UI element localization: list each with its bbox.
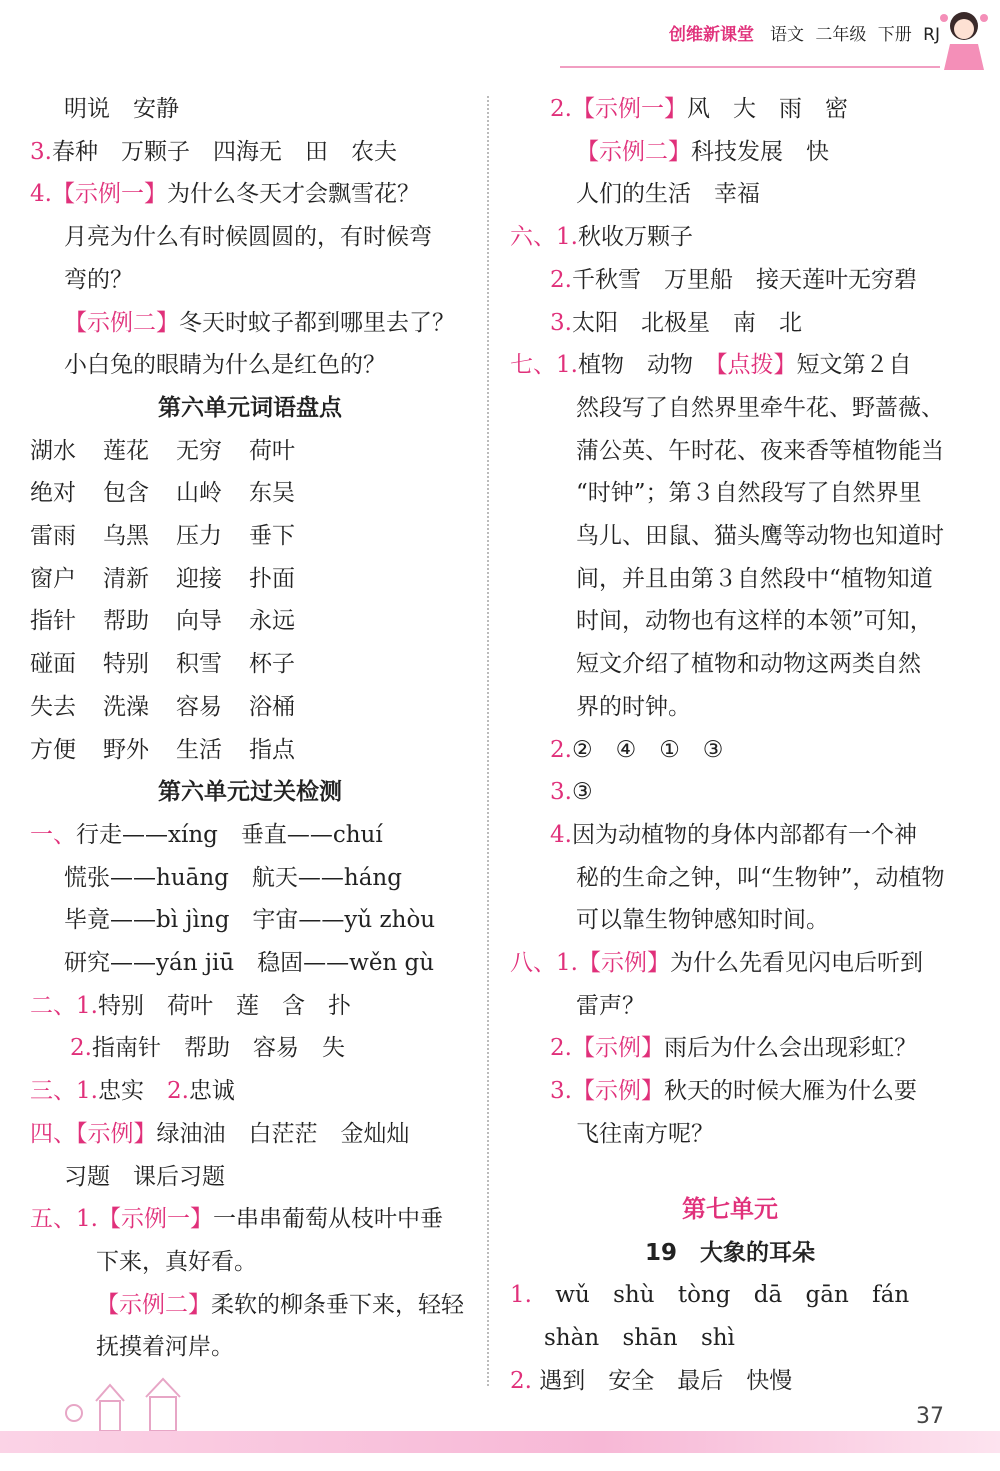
answer-text: 时间，动物也有这样的本领”可知，	[576, 608, 933, 635]
answer-text: 间，并且由第３自然段中“植物知道	[576, 565, 933, 592]
pinyin: shù	[613, 1282, 655, 1309]
brand-name: 创维新课堂	[668, 25, 754, 45]
question-number: 3.	[550, 309, 572, 336]
vocab-word: 杯子	[249, 651, 295, 678]
answer-text: 风 大 雨 密	[686, 96, 848, 122]
pinyin: tòng	[677, 1282, 731, 1309]
answer-text: 冬天时蚊子都到哪里去了？	[179, 309, 455, 336]
answer-line	[30, 1284, 470, 1327]
answer-line	[510, 302, 950, 345]
test-title: 第六单元过关检测	[158, 779, 342, 806]
answer-text: ③	[571, 779, 593, 806]
answer-line	[510, 857, 950, 900]
question-number: 二、1.	[30, 992, 98, 1019]
answer-text: 忠实	[97, 1078, 167, 1105]
answer-line	[30, 1027, 470, 1070]
pinyin: shì	[700, 1324, 735, 1351]
column-divider	[487, 96, 489, 1386]
question-number: 2.	[550, 96, 572, 122]
question-number: 4.	[30, 181, 52, 208]
footer-bar	[0, 1431, 1000, 1453]
answer-text: 秋天的时候大雁为什么要	[663, 1078, 917, 1105]
cartoon-girl-icon	[932, 4, 996, 74]
answer-text: 明说 安静	[64, 96, 179, 122]
answer-line	[30, 88, 470, 131]
answer-text: 人们的生活 幸福	[576, 181, 760, 208]
left-column	[30, 88, 470, 1369]
right-column	[510, 88, 950, 1402]
answer-line	[510, 600, 950, 643]
page-header	[669, 20, 940, 45]
pinyin: wǔ	[555, 1282, 590, 1309]
castle-decoration-icon	[60, 1373, 210, 1433]
vocab-word: 荷叶	[249, 437, 295, 464]
question-number: 2.	[550, 736, 572, 763]
answer-line	[510, 985, 950, 1028]
pinyin-line-2	[510, 1317, 950, 1360]
vocab-word: 迎接	[176, 565, 222, 592]
answer-text: 然段写了自然界里牵牛花、野蔷薇、	[576, 394, 944, 421]
answer-line	[510, 515, 950, 558]
example-tag: 【示例二】	[96, 1291, 211, 1318]
answer-line	[30, 131, 470, 174]
answer-text: 植物 动物	[577, 352, 716, 379]
header-divider	[560, 66, 940, 68]
answer-text: 鸟儿、田鼠、猫头鹰等动物也知道时	[576, 523, 944, 550]
vocab-word: 无穷	[176, 437, 222, 464]
example-tag: 【示例一】	[97, 1206, 213, 1233]
question-number: 一、	[30, 821, 76, 848]
answer-text: 科技发展 快	[691, 138, 829, 165]
question-number: 3.	[550, 779, 572, 806]
question-number: 2.	[550, 266, 572, 293]
example-tag: 【示例】	[577, 950, 670, 977]
answer-text: 柔软的柳条垂下来，轻轻	[211, 1291, 464, 1318]
answer-line	[30, 942, 470, 985]
answer-text: 慌张——huāng 航天——háng	[64, 864, 402, 891]
pinyin: dā	[753, 1282, 783, 1309]
vocab-word: 容易	[176, 693, 222, 720]
pinyin: shān	[622, 1324, 678, 1351]
answer-text: 习题 课后习题	[64, 1163, 225, 1190]
words-grid	[30, 430, 470, 772]
answer-text: 为什么先看见闪电后听到	[669, 950, 923, 977]
answer-text: 下来，真好看。	[96, 1248, 257, 1275]
answer-line	[30, 985, 470, 1028]
question-number: 3.	[30, 138, 52, 165]
answer-text: 特别 荷叶 莲 含 扑	[97, 992, 351, 1019]
answer-text: 弯的？	[64, 266, 133, 293]
answer-text: 飞往南方呢？	[576, 1120, 714, 1147]
answer-text: 遇到 安全 最后 快慢	[539, 1367, 793, 1394]
right-answers	[510, 88, 950, 1156]
vocab-word: 包含	[103, 480, 149, 507]
answer-text: 短文介绍了植物和动物这两类自然	[576, 651, 921, 678]
question-number: 1.	[510, 1282, 532, 1309]
vocab-word: 绝对	[30, 480, 76, 507]
vocab-word: 指针	[30, 608, 76, 635]
answer-text: 毕竟——bì jìng 宇宙——yǔ zhòu	[64, 907, 436, 934]
answer-text: 因为动植物的身体内部都有一个神	[571, 821, 917, 848]
vocab-word: 向导	[176, 608, 222, 635]
question-number: 三、1.	[30, 1078, 98, 1105]
vocab-word: 垂下	[249, 523, 295, 550]
answer-line	[510, 216, 950, 259]
answer-line	[510, 686, 950, 729]
answer-line	[30, 1326, 470, 1369]
example-tag: 【示例】	[571, 1035, 664, 1062]
answer-text: 一串串葡萄从枝叶中垂	[212, 1206, 443, 1233]
vocab-word: 莲花	[103, 437, 149, 464]
answer-line	[30, 1198, 470, 1241]
answer-text: 雷声？	[576, 992, 645, 1019]
answer-text: 秘的生命之钟，叫“生物钟”，动植物	[576, 864, 945, 891]
vocab-word: 指点	[249, 736, 295, 763]
answer-line	[510, 387, 950, 430]
answer-text: 为什么冬天才会飘雪花？	[166, 181, 420, 208]
vocab-word: 湖水	[30, 437, 76, 464]
question-number: 2.	[166, 1078, 189, 1105]
answer-line	[510, 1113, 950, 1156]
example-tag: 【示例一】	[571, 96, 687, 122]
question-number: 六、1.	[510, 224, 578, 251]
question-number: 2.	[70, 1035, 92, 1062]
answer-line	[510, 1360, 950, 1403]
question-number: 2.	[550, 1035, 572, 1062]
vocab-word: 特别	[103, 651, 149, 678]
answer-line	[510, 814, 950, 857]
question-number: 2.	[510, 1367, 532, 1394]
question-number: 七、1.	[510, 352, 578, 379]
answer-text: 绿油油 白茫茫 金灿灿	[156, 1120, 410, 1147]
answer-line	[510, 558, 950, 601]
vocab-word: 山岭	[176, 480, 222, 507]
unit-title: 第七单元	[682, 1194, 778, 1223]
answer-text: 行走——xíng 垂直——chuí	[76, 821, 383, 848]
words-title: 第六单元词语盘点	[158, 394, 342, 421]
answer-line	[510, 899, 950, 942]
vocab-word: 清新	[103, 565, 149, 592]
answer-line	[30, 1156, 470, 1199]
pinyin-line-1	[510, 1274, 950, 1317]
answer-line	[30, 173, 470, 216]
vocab-word: 帮助	[103, 608, 149, 635]
answer-line	[30, 814, 470, 857]
answer-text: “时钟”；第３自然段写了自然界里	[576, 480, 922, 507]
answer-text: 忠诚	[188, 1078, 235, 1105]
vocab-word: 东吴	[249, 480, 295, 507]
answer-text: 蒲公英、午时花、夜来香等植物能当	[576, 437, 944, 464]
answer-line	[30, 1241, 470, 1284]
question-number: 3.	[550, 1078, 572, 1105]
answer-line	[510, 88, 950, 131]
answer-text: 秋收万颗子	[577, 224, 693, 251]
question-number: 五、1.	[30, 1206, 98, 1233]
example-tag: 【示例一】	[51, 181, 167, 208]
answer-line	[510, 131, 950, 174]
answer-text: 雨后为什么会出现彩虹？	[663, 1035, 917, 1062]
vocab-word: 永远	[249, 608, 295, 635]
answer-text: 可以靠生物钟感知时间。	[576, 907, 829, 934]
example-tag: 【示例二】	[576, 138, 691, 165]
answer-line	[30, 1113, 470, 1156]
vocab-word: 野外	[103, 736, 149, 763]
vocab-word: 压力	[176, 523, 222, 550]
answer-text: 月亮为什么有时候圆圆的，有时候弯	[64, 224, 432, 251]
answer-text: ② ④ ① ③	[571, 736, 724, 763]
answer-text: 太阳 北极星 南 北	[571, 309, 802, 336]
hint-tag: 【点拨】	[715, 352, 797, 379]
answer-text: 短文第２自	[796, 352, 912, 379]
pinyin: shàn	[544, 1324, 600, 1351]
vocab-word: 碰面	[30, 651, 76, 678]
answer-text: 春种 万颗子 四海无 田 农夫	[51, 138, 397, 165]
example-tag: 【示例】	[571, 1078, 664, 1105]
answer-text: 指南针 帮助 容易 失	[91, 1035, 345, 1062]
example-tag: 【示例二】	[64, 309, 179, 336]
vocab-word: 窗户	[30, 565, 76, 592]
answer-line	[510, 942, 950, 985]
vocab-word: 洗澡	[103, 693, 149, 720]
vocab-word: 方便	[30, 736, 76, 763]
question-number: 4.	[550, 821, 572, 848]
answer-line	[30, 259, 470, 302]
vocab-word: 乌黑	[103, 523, 149, 550]
answer-text: 研究——yán jiū 稳固——wěn gù	[64, 950, 435, 977]
answer-line	[510, 771, 950, 814]
vocab-word: 浴桶	[249, 693, 295, 720]
answer-line	[510, 643, 950, 686]
lesson-title: 19 大象的耳朵	[644, 1239, 815, 1266]
answer-line	[510, 430, 950, 473]
test-answers	[30, 814, 470, 1369]
grade: 二年级	[815, 25, 867, 45]
page-number: 37	[916, 1404, 944, 1429]
answer-line	[30, 1070, 470, 1113]
answer-line	[510, 1070, 950, 1113]
edition: RJ	[923, 25, 940, 45]
answer-line	[510, 1027, 950, 1070]
pinyin: gān	[805, 1282, 849, 1309]
vocab-word: 雷雨	[30, 523, 76, 550]
answer-text: 小白兔的眼睛为什么是红色的？	[64, 352, 386, 379]
answer-line	[510, 259, 950, 302]
answer-text: 千秋雪 万里船 接天莲叶无穷碧	[571, 266, 917, 293]
answer-text: 界的时钟。	[576, 693, 691, 720]
answer-line	[510, 729, 950, 772]
pinyin: fán	[872, 1282, 910, 1309]
answer-line	[510, 472, 950, 515]
answer-line	[30, 899, 470, 942]
vocab-word: 失去	[30, 693, 76, 720]
vocab-word: 生活	[176, 736, 222, 763]
answer-line	[30, 302, 470, 345]
answer-line	[510, 344, 950, 387]
answer-text: 抚摸着河岸。	[96, 1334, 234, 1361]
question-number: 八、1.	[510, 950, 578, 977]
vocab-word: 积雪	[176, 651, 222, 678]
vocab-word: 扑面	[249, 565, 295, 592]
question-number: 四、	[30, 1120, 76, 1147]
answer-line	[30, 344, 470, 387]
answer-line	[30, 216, 470, 259]
answer-line	[510, 173, 950, 216]
volume: 下册	[877, 25, 912, 45]
book-meta	[764, 20, 940, 45]
subject: 语文	[769, 25, 804, 45]
example-tag: 【示例】	[76, 1120, 157, 1147]
left-answers	[30, 88, 470, 387]
answer-line	[30, 857, 470, 900]
